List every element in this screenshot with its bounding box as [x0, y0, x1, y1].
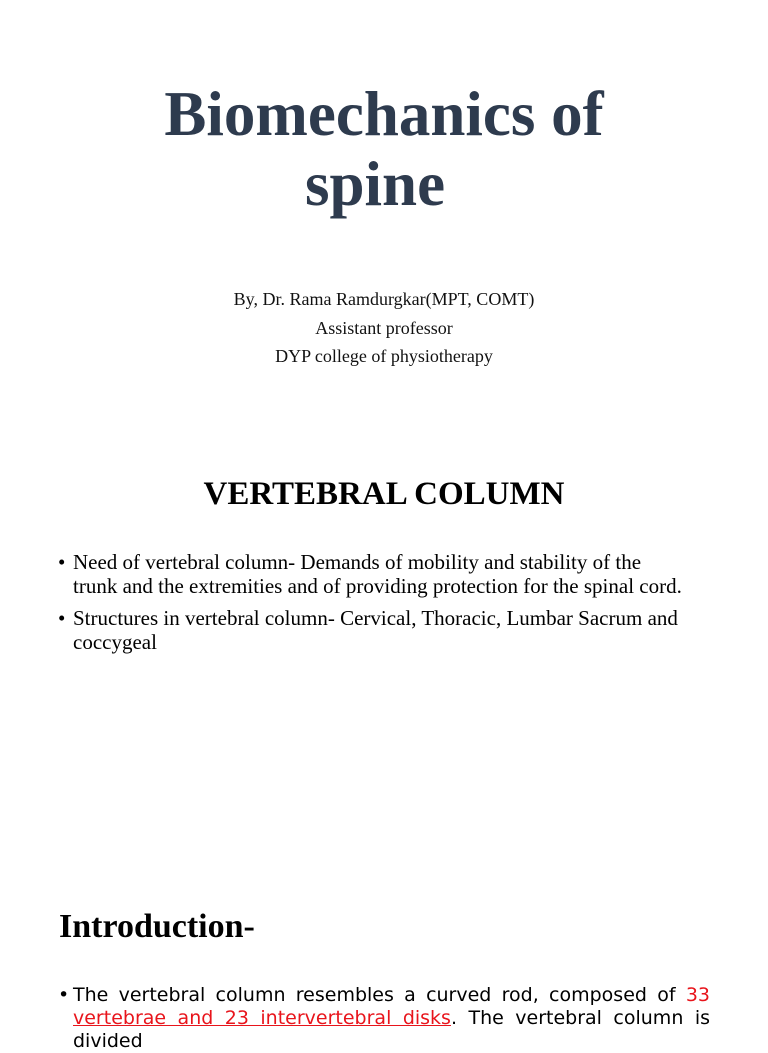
bullet-text: Structures in vertebral column- Cervical, Thoracic, Lumbar Sacrum and coccygeal — [73, 606, 678, 654]
list-item — [58, 984, 710, 1053]
bullet-icon: • — [58, 550, 66, 574]
author-institution: DYP college of physiotherapy — [275, 346, 493, 366]
slide-heading: VERTEBRAL COLUMN — [203, 476, 565, 512]
vertebral-column-slide — [0, 440, 768, 860]
bullet-text: Need of vertebral column- Demands of mobility and stability of the trunk and the extremities and of providing protection for the spinal cord. — [73, 550, 682, 598]
title-line-1: Biomechanics of — [164, 79, 604, 149]
slide-heading: Introduction- — [59, 908, 255, 945]
bullet-icon: • — [58, 606, 66, 630]
introduction-slide — [0, 860, 768, 1052]
list-item — [58, 606, 683, 654]
title-line-2: spine — [304, 149, 446, 219]
bullet-icon: • — [58, 984, 70, 1006]
bullet-list — [58, 984, 710, 1053]
author-name: By, Dr. Rama Ramdurgkar(MPT, COMT) — [233, 289, 535, 309]
author-position: Assistant professor — [315, 317, 453, 338]
title-slide — [0, 0, 768, 440]
author-info — [0, 285, 768, 371]
highlighted-number: 33 — [685, 984, 710, 1006]
bullet-text-continued: . The vertebral column is divided — [73, 1007, 710, 1052]
presentation-title — [0, 79, 768, 219]
bullet-list — [58, 550, 683, 662]
list-item — [58, 550, 683, 598]
highlighted-text: vertebrae and 23 intervertebral disks — [73, 1007, 451, 1029]
bullet-text: The vertebral column resembles a curved rod, composed of — [73, 984, 686, 1006]
